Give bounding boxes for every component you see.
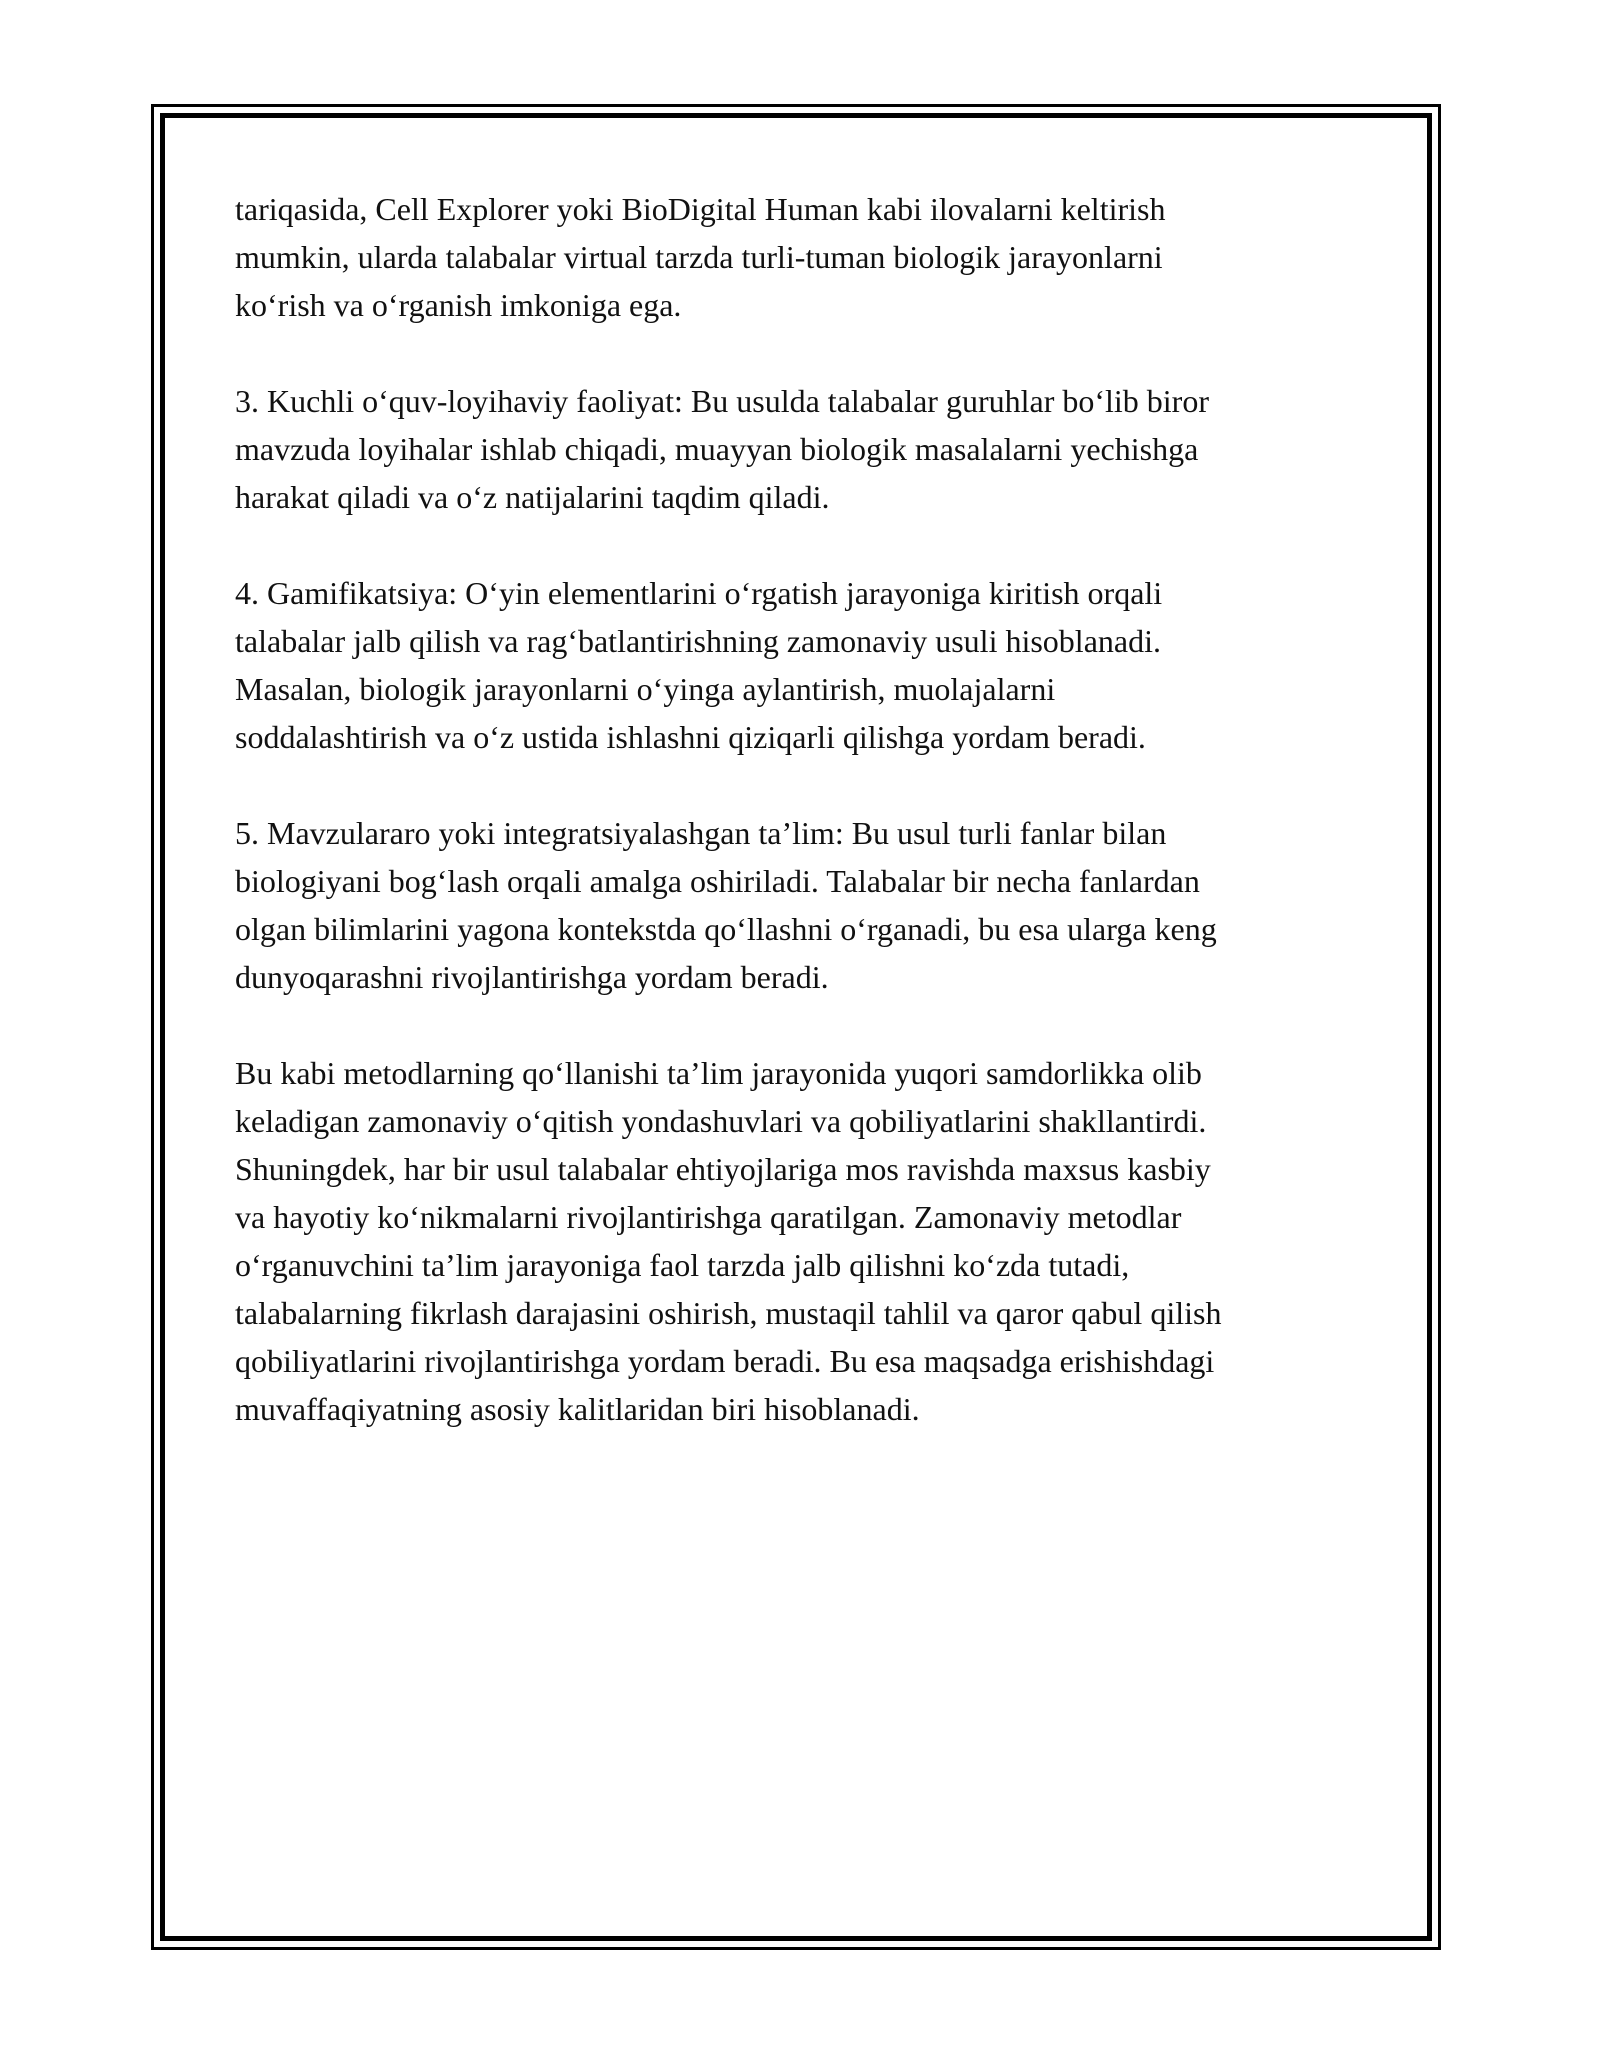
text-line: soddalashtirish va oʻz ustida ishlashni qiziqarli qilishga yordam beradi. [235,719,1146,755]
text-line: 4. Gamifikatsiya: Oʻyin elementlarini oʻrgatish jarayoniga kiritish orqali [235,575,1163,611]
text-line: keladigan zamonaviy oʻqitish yondashuvlari va qobiliyatlarini shakllantirdi. [235,1103,1207,1139]
text-line: oʻrganuvchini ta’lim jarayoniga faol tarzda jalb qilishni koʻzda tutadi, [235,1247,1130,1283]
text-line: koʻrish va oʻrganish imkoniga ega. [235,287,682,323]
text-line: tariqasida, Cell Explorer yoki BioDigital Human kabi ilovalarni keltirish [235,191,1166,227]
document-body [235,185,1380,1481]
text-line: mumkin, ularda talabalar virtual tarzda turli-tuman biologik jarayonlarni [235,239,1163,275]
text-line: muvaffaqiyatning asosiy kalitlaridan biri hisoblanadi. [235,1391,920,1427]
paragraph-2 [235,377,1380,521]
paragraph-1 [235,185,1380,329]
text-line: mavzuda loyihalar ishlab chiqadi, muayyan biologik masalalarni yechishga [235,431,1199,467]
paragraph-3 [235,569,1380,761]
text-line: Bu kabi metodlarning qoʻllanishi ta’lim jarayonida yuqori samdorlikka olib [235,1055,1202,1091]
text-line: qobiliyatlarini rivojlantirishga yordam beradi. Bu esa maqsadga erishishdagi [235,1343,1215,1379]
text-line: Masalan, biologik jarayonlarni oʻyinga aylantirish, muolajalarni [235,671,1056,707]
text-line: 3. Kuchli oʻquv-loyihaviy faoliyat: Bu usulda talabalar guruhlar boʻlib biror [235,383,1209,419]
text-line: talabalarning fikrlash darajasini oshirish, mustaqil tahlil va qaror qabul qilish [235,1295,1222,1331]
text-line: biologiyani bogʻlash orqali amalga oshiriladi. Talabalar bir necha fanlardan [235,863,1200,899]
text-line: dunyoqarashni rivojlantirishga yordam beradi. [235,959,829,995]
text-line: va hayotiy koʻnikmalarni rivojlantirishga qaratilgan. Zamonaviy metodlar [235,1199,1182,1235]
text-line: 5. Mavzulararo yoki integratsiyalashgan ta’lim: Bu usul turli fanlar bilan [235,815,1167,851]
paragraph-4 [235,809,1380,1001]
text-line: olgan bilimlarini yagona kontekstda qoʻllashni oʻrganadi, bu esa ularga keng [235,911,1217,947]
text-line: Shuningdek, har bir usul talabalar ehtiyojlariga mos ravishda maxsus kasbiy [235,1151,1211,1187]
text-line: harakat qiladi va oʻz natijalarini taqdim qiladi. [235,479,830,515]
paragraph-5 [235,1049,1380,1433]
text-line: talabalar jalb qilish va ragʻbatlantirishning zamonaviy usuli hisoblanadi. [235,623,1161,659]
